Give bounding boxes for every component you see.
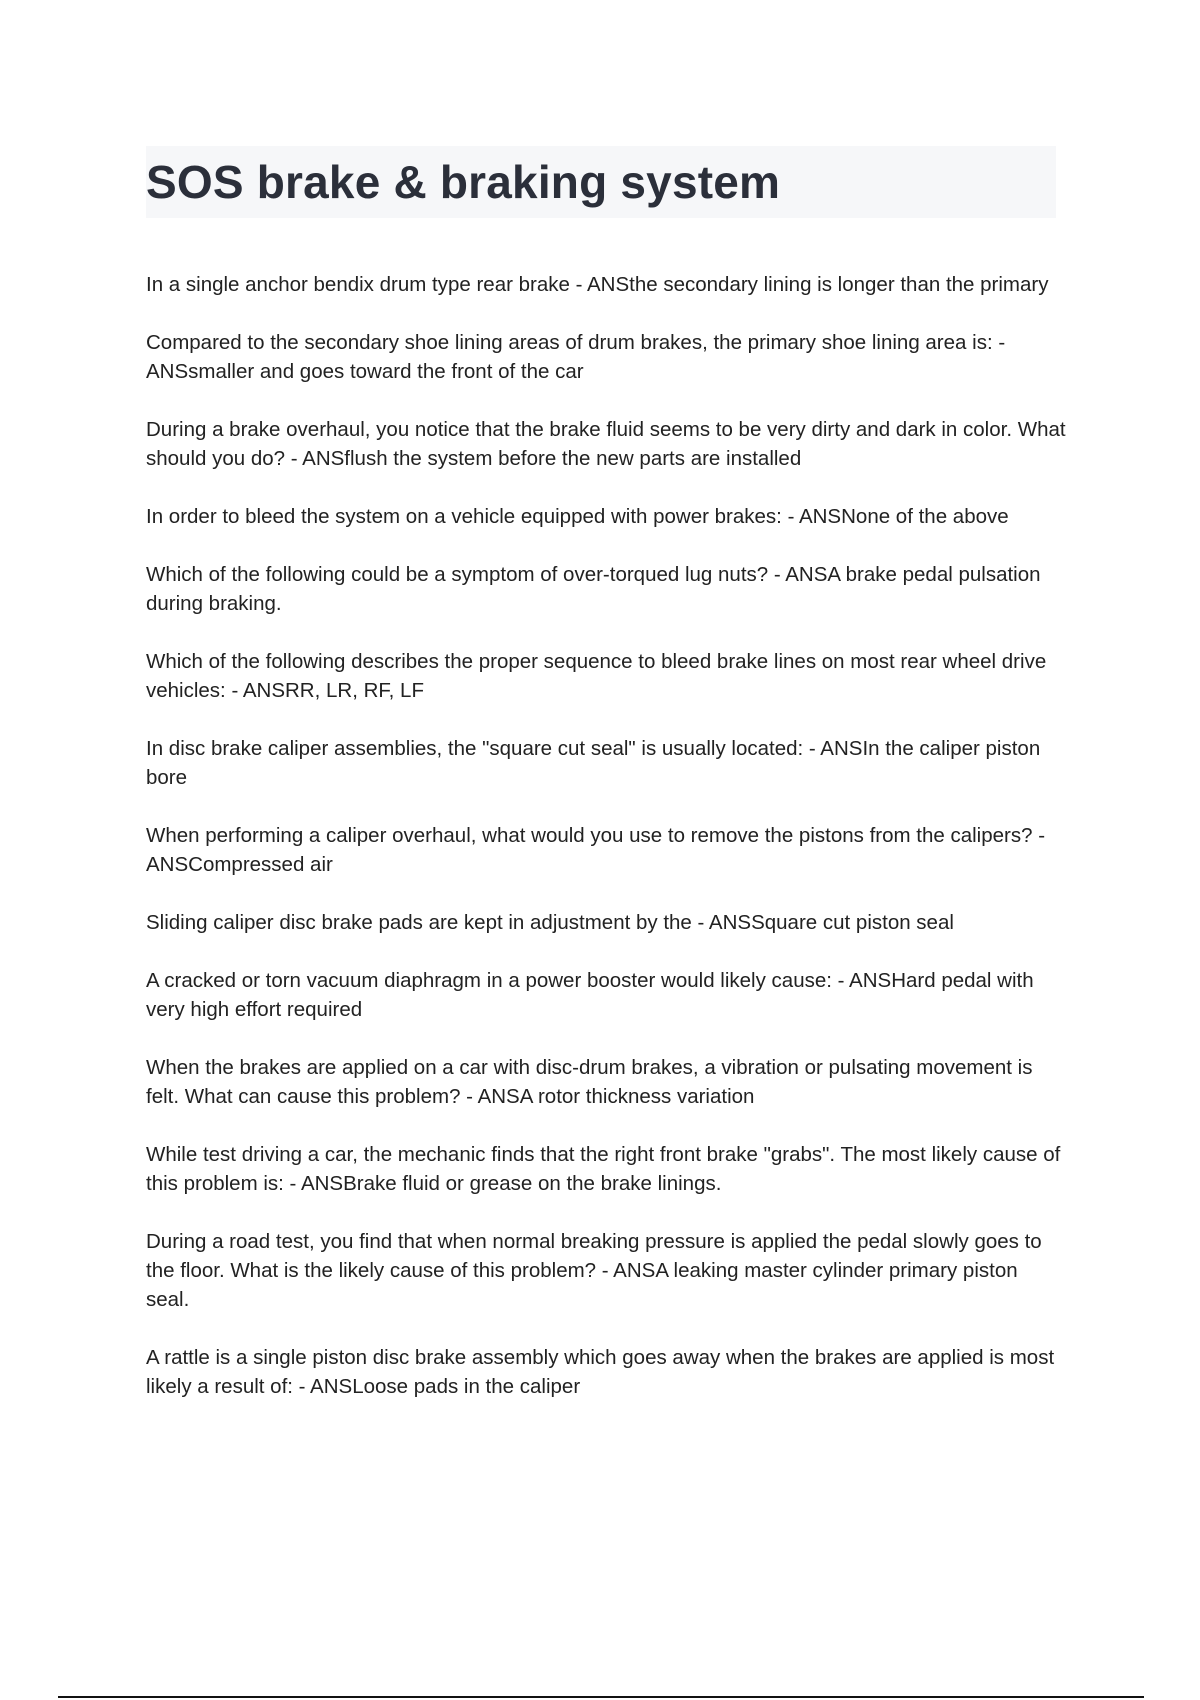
page-title: SOS brake & braking system	[146, 156, 781, 208]
qa-item: Which of the following describes the proper sequence to bleed brake lines on most rear wheel drive vehicles: - ANSRR, LR, RF, LF	[146, 650, 1047, 702]
page-bottom-divider	[58, 1696, 1144, 1698]
qa-item: In a single anchor bendix drum type rear brake - ANSthe secondary lining is longer than the primary	[146, 273, 1049, 296]
qa-item: In order to bleed the system on a vehicle equipped with power brakes: - ANSNone of the above	[146, 505, 1009, 528]
qa-item: When the brakes are applied on a car with disc-drum brakes, a vibration or pulsating movement is felt. What can cause this problem? - ANSA rotor thickness variation	[146, 1056, 1033, 1108]
qa-item: A rattle is a single piston disc brake assembly which goes away when the brakes are applied is most likely a result of: - ANSLoose pads in the caliper	[146, 1346, 1055, 1398]
qa-item: Compared to the secondary shoe lining areas of drum brakes, the primary shoe lining area is: - ANSsmaller and goes toward the front of the car	[146, 331, 1006, 383]
qa-item: Sliding caliper disc brake pads are kept in adjustment by the - ANSSquare cut piston seal	[146, 911, 954, 934]
qa-item: While test driving a car, the mechanic finds that the right front brake "grabs". The most likely cause of this problem is: - ANSBrake fluid or grease on the brake linings.	[146, 1143, 1061, 1195]
title-banner	[146, 146, 1056, 218]
qa-list	[146, 270, 1066, 1430]
qa-item: A cracked or torn vacuum diaphragm in a power booster would likely cause: - ANSHard pedal with very high effort required	[146, 969, 1034, 1021]
qa-item: When performing a caliper overhaul, what would you use to remove the pistons from the calipers? - ANSCompressed air	[146, 824, 1046, 876]
qa-item: During a road test, you find that when normal breaking pressure is applied the pedal slowly goes to the floor. What is the likely cause of this problem? - ANSA leaking master cylinder primary piston seal.	[146, 1230, 1042, 1311]
qa-item: During a brake overhaul, you notice that the brake fluid seems to be very dirty and dark in color. What should you do? - ANSflush the system before the new parts are installed	[146, 418, 1066, 470]
qa-item: In disc brake caliper assemblies, the "square cut seal" is usually located: - ANSIn the caliper piston bore	[146, 737, 1041, 789]
qa-item: Which of the following could be a symptom of over-torqued lug nuts? - ANSA brake pedal pulsation during braking.	[146, 563, 1041, 615]
